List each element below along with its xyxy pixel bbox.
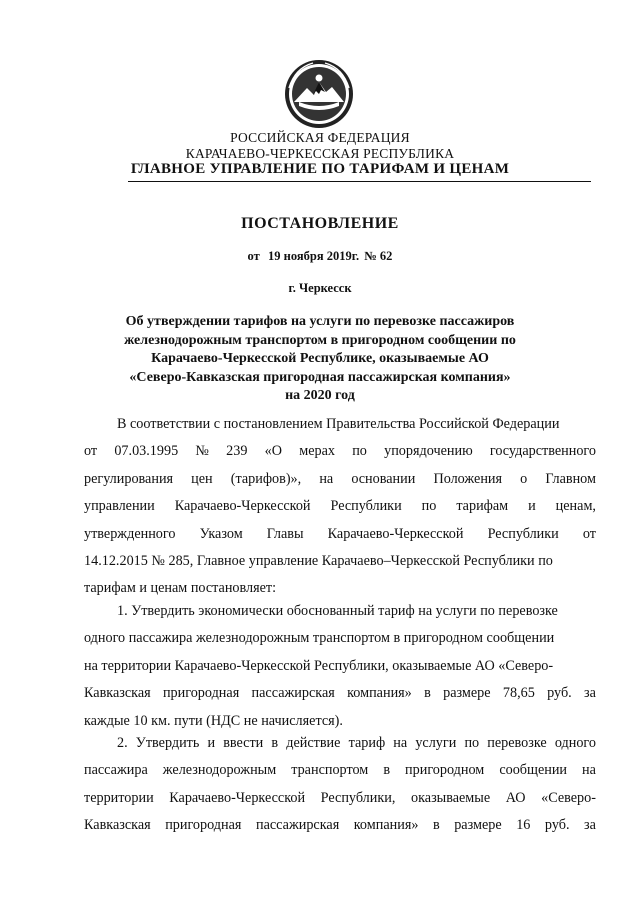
word: «Северо-: [541, 789, 596, 806]
word: упорядочению: [384, 443, 473, 460]
word: Утвердить: [135, 735, 200, 751]
word: перевозке: [487, 735, 547, 751]
word: Карачаево-Черкесской: [327, 525, 464, 542]
word: по: [464, 735, 480, 751]
word: государственного: [489, 443, 596, 460]
word: тарифам: [456, 498, 509, 515]
word: руб.: [544, 817, 570, 834]
subject-line: на 2020 год: [285, 388, 355, 404]
body-line: одного пассажира железнодорожным транспортом в пригородном сообщении: [84, 630, 555, 647]
word: пассажирская: [251, 685, 335, 702]
word: в: [271, 735, 279, 751]
word: Положения: [433, 470, 503, 487]
word: АО: [505, 789, 526, 806]
body-line: [84, 812, 596, 839]
body-line: [84, 466, 596, 493]
word: сообщении: [499, 762, 568, 779]
body-line: [84, 493, 596, 520]
word: 16: [516, 817, 531, 834]
word: Кавказская: [84, 685, 151, 702]
word: железнодорожным: [162, 762, 277, 779]
word: ценам,: [555, 498, 596, 515]
word: оказываемые: [411, 789, 491, 806]
word: от: [84, 443, 98, 460]
word: пригородная: [162, 685, 240, 702]
word: Карачаево-Черкесской: [169, 789, 306, 806]
word: за: [584, 685, 596, 702]
word: компания»: [347, 685, 412, 702]
word: управлении: [84, 498, 155, 515]
header-republic: КАРАЧАЕВО-ЧЕРКЕССКАЯ РЕСПУБЛИКА: [185, 146, 455, 161]
word: тариф: [348, 735, 386, 751]
word: в: [424, 685, 431, 702]
word: 239: [226, 443, 248, 460]
word: по: [421, 498, 437, 515]
subject-line: Карачаево-Черкесской Республике, оказываемые АО: [151, 351, 489, 367]
document-date: 19 ноября 2019г.: [268, 249, 360, 263]
word: за: [584, 817, 596, 834]
word: компания»: [353, 817, 419, 834]
word: транспортом: [291, 762, 369, 779]
paragraph-preamble: [84, 411, 596, 603]
body-line: [84, 785, 596, 812]
word: Карачаево-Черкесской: [174, 498, 311, 515]
body-line: 14.12.2015 № 285, Главное управление Карачаево–Черкесской Республики по: [84, 553, 553, 570]
word: одного: [554, 735, 596, 751]
word: цен: [191, 470, 213, 487]
paragraph-item-2: [84, 730, 596, 840]
document-city: г. Черкесск: [288, 281, 352, 295]
body-line: [84, 521, 596, 548]
word: мерах: [299, 443, 335, 460]
word: Указом: [199, 525, 243, 542]
header-country: РОССИЙСКАЯ ФЕДЕРАЦИЯ: [230, 130, 410, 145]
word: размере: [454, 817, 502, 834]
word: территории: [84, 789, 154, 806]
document-number: № 62: [364, 249, 393, 263]
word: от: [582, 525, 596, 542]
coat-of-arms-emblem: [283, 58, 355, 130]
word: «О: [264, 443, 282, 460]
header-agency: ГЛАВНОЕ УПРАВЛЕНИЕ ПО ТАРИФАМ И ЦЕНАМ: [130, 161, 510, 177]
word: действие: [286, 735, 341, 751]
word: 2.: [117, 735, 128, 751]
word: Республики: [487, 525, 559, 542]
paragraph-item-1: [84, 598, 596, 735]
word: Кавказская: [84, 817, 151, 834]
word: о: [520, 470, 528, 487]
word: 07.03.1995: [114, 443, 179, 460]
document-title: ПОСТАНОВЛЕНИЕ: [241, 215, 399, 232]
body-line: на территории Карачаево-Черкесской Республики, оказываемые АО «Северо-: [84, 657, 554, 674]
body-line: [84, 438, 596, 465]
word: в: [432, 817, 440, 834]
word: утвержденного: [84, 525, 176, 542]
word: Главы: [266, 525, 304, 542]
body-line: каждые 10 км. пути (НДС не начисляется).: [84, 712, 343, 729]
word: 78,65: [502, 685, 535, 702]
word: на: [582, 762, 596, 779]
word: пассажирская: [255, 817, 340, 834]
word: на: [393, 735, 408, 751]
word: Республики,: [320, 789, 396, 806]
word: №: [195, 443, 209, 460]
word: (тарифов)»,: [230, 470, 302, 487]
body-line: [84, 757, 596, 784]
body-line: [84, 730, 596, 757]
body-line: [84, 680, 596, 707]
word: услуги: [415, 735, 457, 751]
header-divider: [128, 181, 591, 182]
word: на: [319, 470, 334, 487]
document-subject: [100, 313, 540, 406]
body-line: В соответствии с постановлением Правительства Российской Федерации: [117, 416, 560, 432]
word: Главном: [545, 470, 596, 487]
subject-line: Об утверждении тарифов на услуги по перевозке пассажиров: [125, 314, 515, 329]
word: по: [352, 443, 367, 460]
word: пригородная: [165, 817, 242, 834]
body-line: тарифам и ценам постановляет:: [84, 580, 277, 597]
word: регулирования: [84, 470, 174, 487]
word: пригородном: [405, 762, 485, 779]
word: руб.: [547, 685, 572, 702]
body-line: 1. Утвердить экономически обоснованный тариф на услуги по перевозке: [117, 603, 558, 619]
subject-line: железнодорожным транспортом в пригородном сообщении по: [124, 332, 516, 348]
word: пассажира: [84, 762, 148, 779]
word: основании: [351, 470, 416, 487]
document-dateline: [0, 249, 640, 264]
word: размере: [443, 685, 491, 702]
word: и: [207, 735, 216, 751]
word: Республики: [330, 498, 402, 515]
subject-line: «Северо-Кавказская пригородная пассажирская компания»: [129, 369, 511, 385]
word: и: [528, 498, 536, 515]
word: ввести: [223, 735, 264, 751]
date-prefix: от: [247, 249, 260, 263]
word: в: [383, 762, 391, 779]
